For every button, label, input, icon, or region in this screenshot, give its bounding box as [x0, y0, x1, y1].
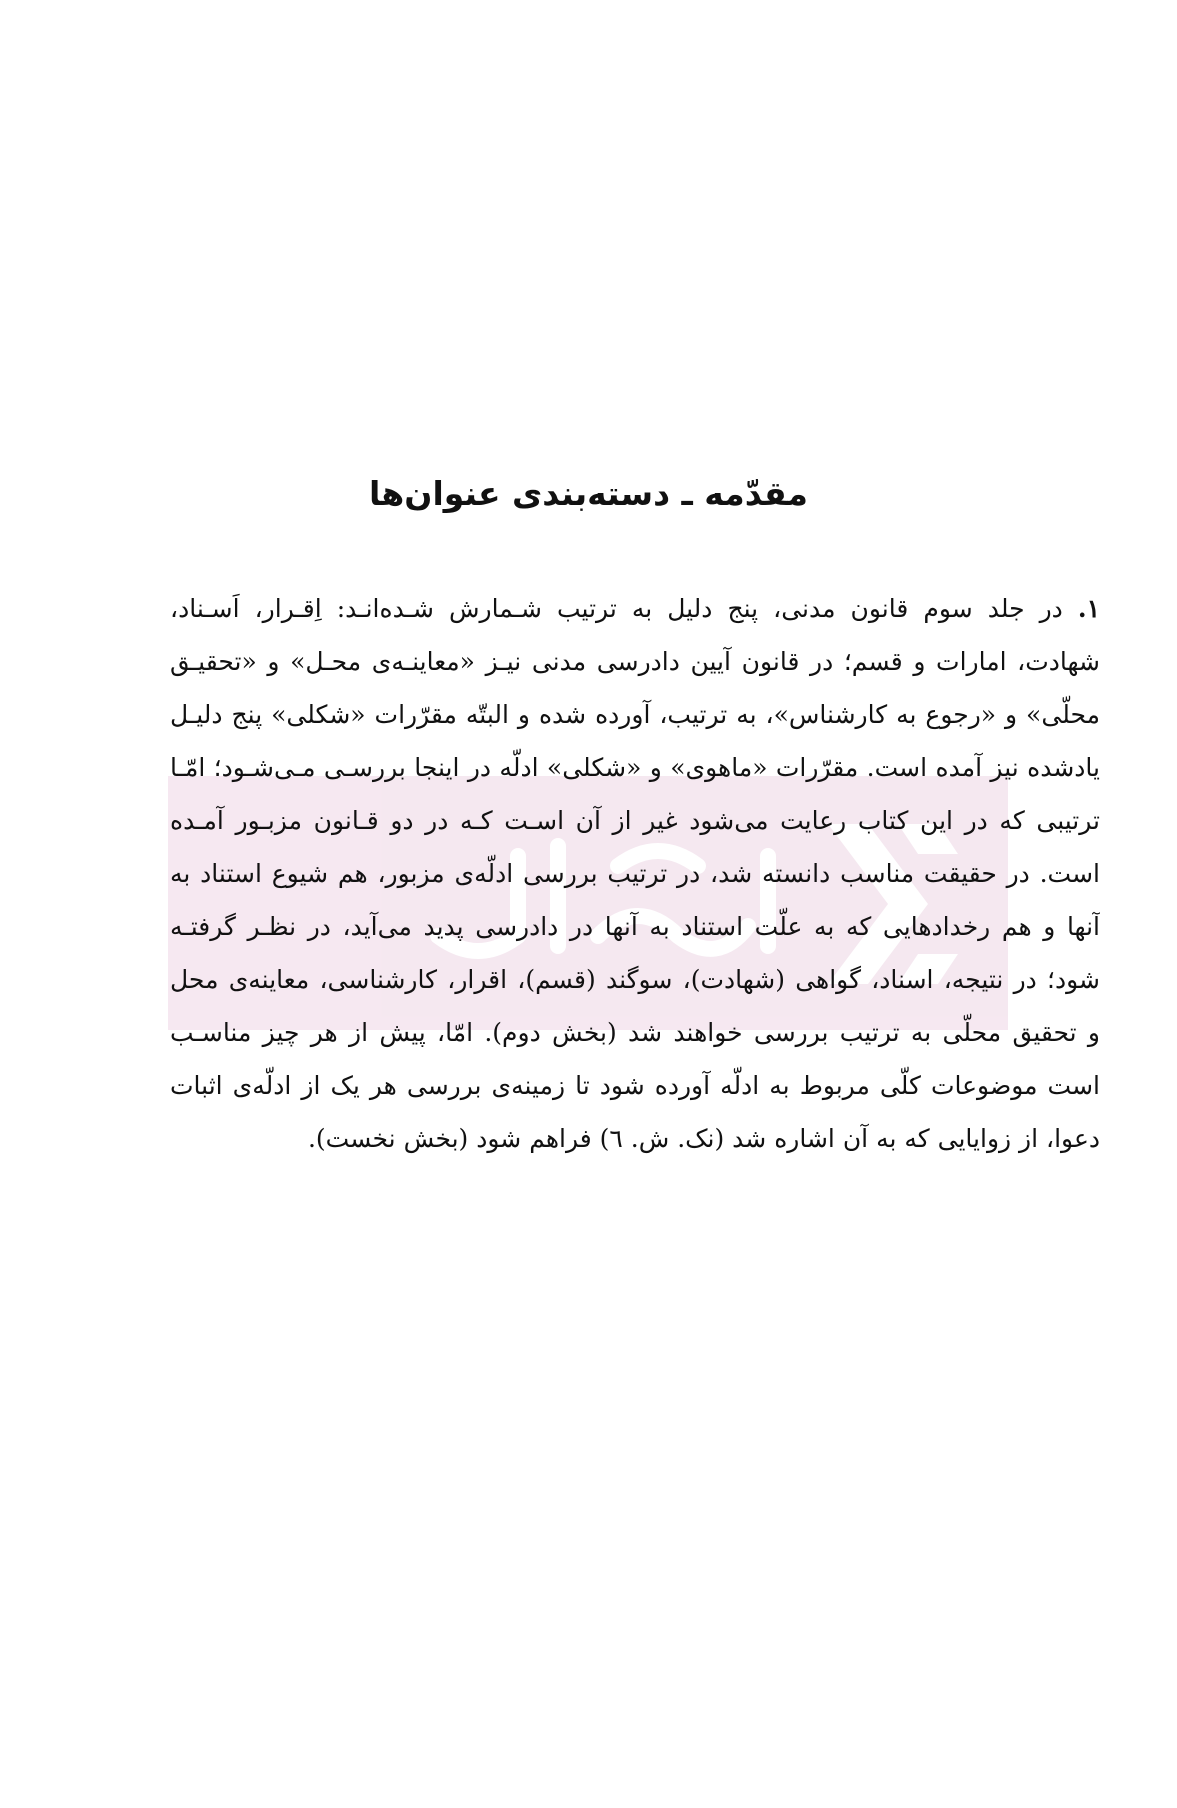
paragraph-line-3: محلّی» و «رجوع به کارشناس»، به ترتیب، آورده شده و البتّه مقرّرات «شکلی» پنج دلیـل: [170, 700, 1100, 729]
paragraph-line-5: ترتیبی که در این کتاب رعایت می‌شود غیر از آن اسـت کـه در دو قـانون مزبـور آمـده: [170, 806, 1100, 835]
paragraph-line-4: یادشده نیز آمده است. مقرّرات «ماهوی» و «شکلی» ادلّه در اینجا بررسـی مـی‌شـود؛ امّـا: [170, 753, 1100, 782]
paragraph-line-7: آنها و هم رخدادهایی که به علّت استناد به آنها در دادرسی پدید می‌آید، در نظـر گرفتـه: [170, 912, 1100, 941]
paragraph-line-2: شهادت، امارات و قسم؛ در قانون آیین دادرسی مدنی نیـز «معاینـه‌ی محـل» و «تحقیـق: [170, 647, 1100, 676]
body-paragraph: [170, 582, 1100, 1165]
paragraph-number: ۱.: [1077, 594, 1100, 623]
paragraph-line-1: ۱. در جلد سوم قانون مدنی، پنج دلیل به ترتیب شـمارش شـده‌انـد: اِقـرار، اَسـناد،: [170, 594, 1100, 623]
paragraph-line-10: است موضوعات کلّی مربوط به ادلّه آورده شود تا زمینه‌ی بررسی هر یک از ادلّه‌ی اثبات: [170, 1071, 1100, 1100]
chapter-title: مقدّمه ـ دسته‌بندی عنوان‌ها: [369, 474, 808, 513]
paragraph-line-9: و تحقیق محلّی به ترتیب بررسی خواهند شد (بخش دوم). امّا، پیش از هر چیز مناسـب: [170, 1018, 1100, 1047]
paragraph-line-8: شود؛ در نتیجه، اسناد، گواهی (شهادت)، سوگند (قسم)، اقرار، کارشناسی، معاینه‌ی محل: [170, 965, 1100, 994]
paragraph-line-11: دعوا، از زوایایی که به آن اشاره شد (نک. ش. ٦) فراهم شود (بخش نخست).: [307, 1124, 1100, 1153]
paragraph-line-6: است. در حقیقت مناسب دانسته شد، در ترتیب بررسی ادلّه‌ی مزبور، هم شیوع استناد به: [170, 859, 1100, 888]
